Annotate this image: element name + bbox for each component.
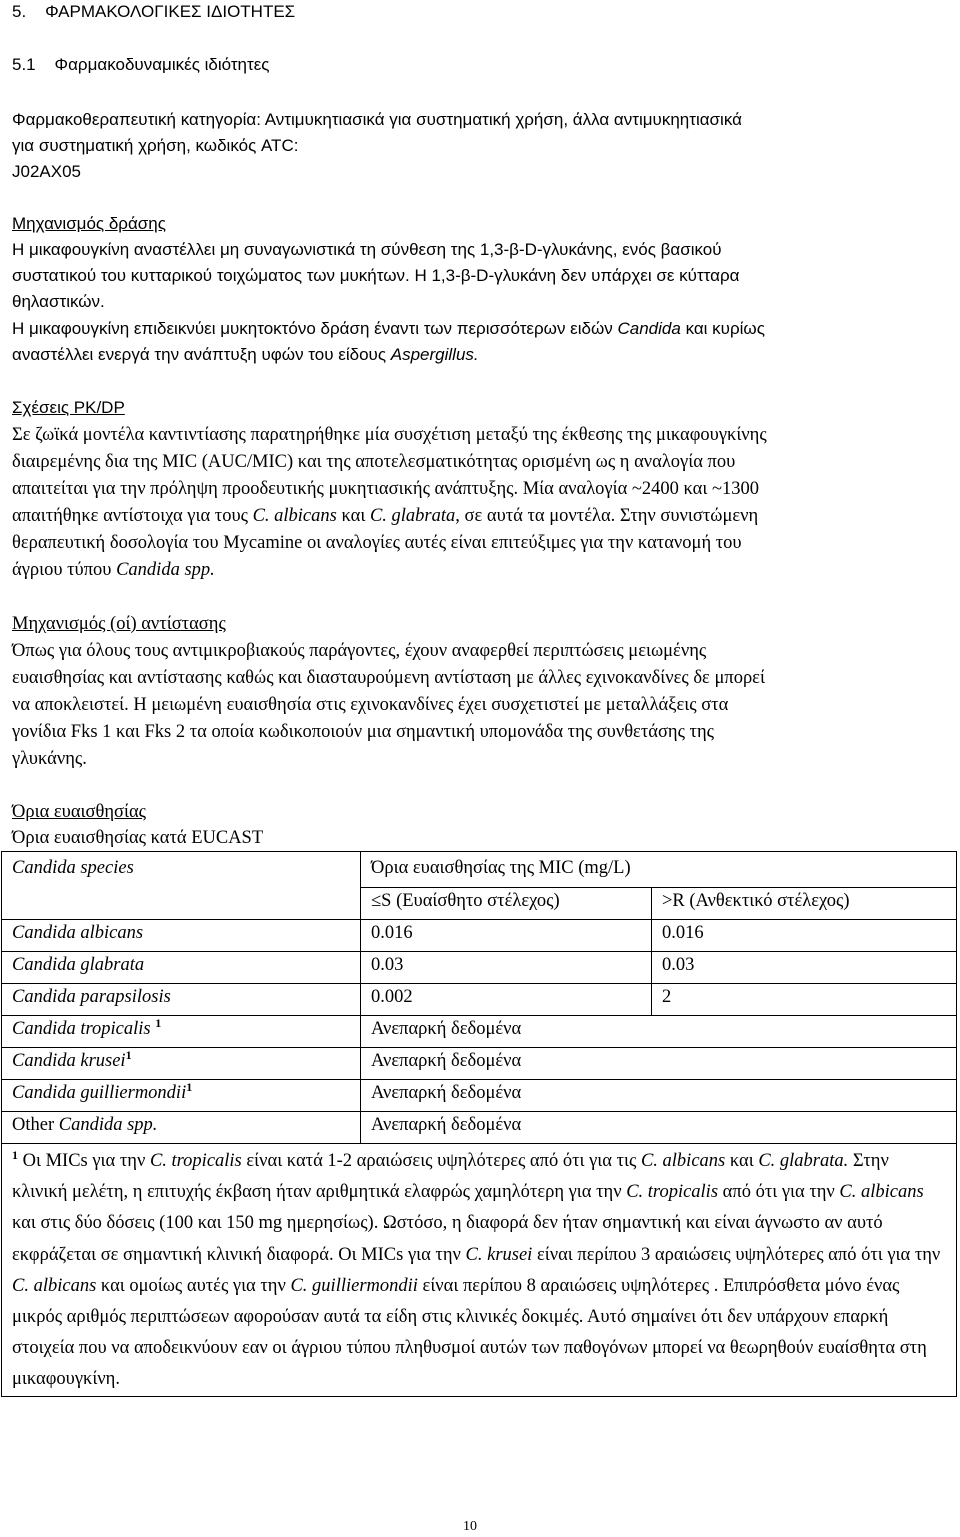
species-name: Candida spp. xyxy=(58,1115,158,1135)
footnote-marker: 1 xyxy=(186,1080,193,1094)
mechanism-line: συστατικού του κυτταρικού τοιχώματος των μυκήτων. Η 1,3-β-D-γλυκάνη δεν υπάρχει σε κύτταρα xyxy=(12,266,740,285)
table-row xyxy=(2,1016,957,1048)
header-s-cell: ≤S (Ευαίσθητο στέλεχος) xyxy=(361,888,652,920)
species-name: Candida parapsilosis xyxy=(12,987,171,1007)
species-name: Candida guilliermondii xyxy=(12,1083,187,1103)
species-name: Candida glabrata xyxy=(12,955,145,975)
s-value: 0.016 xyxy=(361,920,652,952)
r-value: 0.016 xyxy=(652,920,957,952)
table-row xyxy=(2,920,957,952)
resistance-title: Μηχανισμός (οί) αντίστασης xyxy=(12,614,226,634)
species-name: Candida tropicalis xyxy=(12,1019,151,1039)
r-value: 2 xyxy=(652,984,957,1016)
pkpd-line: θεραπευτική δοσολογία του Mycamine οι αναλογίες αυτές είναι επιτεύξιμες για την κατανομή του xyxy=(12,533,742,553)
pkpd-title: Σχέσεις PK/DP xyxy=(12,398,125,417)
resistance-line: ευαισθησίας και αντίστασης καθώς και διασταυρούμενη αντίσταση με άλλες εχινοκανδίνες δε μπορεί xyxy=(12,668,765,688)
pkpd-line: απαιτείται για την πρόληψη προοδευτικής μυκητιασικής ανάπτυξης. Μία αναλογία ~2400 και ~1300 xyxy=(12,479,759,499)
atc-code: J02AX05 xyxy=(12,162,81,181)
resistance-line: γονίδια Fks 1 και Fks 2 τα οποία κωδικοποιούν μια σημαντική υπομονάδα της συνθετάσης της xyxy=(12,722,714,742)
mechanism-line: Η μικαφουγκίνη επιδεικνύει μυκητοκτόνο δράση έναντι των περισσότερων ειδών Candida και κυρίως xyxy=(12,319,765,338)
table-header-row xyxy=(2,852,957,888)
species-name: Candida albicans xyxy=(12,923,144,943)
table-row xyxy=(2,1080,957,1112)
r-value: 0.03 xyxy=(652,952,957,984)
pharmacotherapeutic-line: για συστηματική χρήση, κωδικός ATC: xyxy=(12,136,299,155)
table-row xyxy=(2,1048,957,1080)
insufficient-data: Ανεπαρκή δεδομένα xyxy=(361,1016,957,1048)
resistance-line: Όπως για όλους τους αντιμικροβιακούς παράγοντες, έχουν αναφερθεί περιπτώσεις μειωμένης xyxy=(12,641,707,661)
footnote-marker: 1 xyxy=(155,1016,162,1030)
mechanism-line: θηλαστικών. xyxy=(12,292,105,311)
species-name: Candida krusei xyxy=(12,1051,126,1071)
section-subheading: 5.1 Φαρμακοδυναμικές ιδιότητες xyxy=(12,55,270,74)
s-value: 0.002 xyxy=(361,984,652,1016)
s-value: 0.03 xyxy=(361,952,652,984)
footnote-marker: 1 xyxy=(125,1048,132,1062)
pkpd-line: διαιρεμένης δια της MIC (AUC/MIC) και της αποτελεσματικότητας ορισμένη ως η αναλογία που xyxy=(12,452,736,472)
resistance-line: να αποκλειστεί. Η μειωμένη ευαισθησία στις εχινοκανδίνες έχει συσχετιστεί με μεταλλάξεις στα xyxy=(12,695,729,715)
table-row xyxy=(2,984,957,1016)
header-species-cell: Candida species xyxy=(2,852,361,920)
table-row xyxy=(2,1112,957,1144)
header-r-cell: >R (Ανθεκτικό στέλεχος) xyxy=(652,888,957,920)
breakpoints-title: Όρια ευαισθησίας xyxy=(12,802,146,822)
header-mic-cell: Όρια ευαισθησίας της MIC (mg/L) xyxy=(361,852,957,888)
mechanism-line: αναστέλλει ενεργά την ανάπτυξη υφών του είδους Aspergillus. xyxy=(12,345,479,364)
species-prefix: Other xyxy=(12,1115,55,1135)
mechanism-line: Η μικαφουγκίνη αναστέλλει μη συναγωνιστικά τη σύνθεση της 1,3-β-D-γλυκάνης, ενός βασικού xyxy=(12,240,722,259)
mechanism-title: Μηχανισμός δράσης xyxy=(12,214,166,233)
section-heading: 5. ΦΑΡΜΑΚΟΛΟΓΙΚΕΣ ΙΔΙΟΤΗΤΕΣ xyxy=(12,2,296,21)
insufficient-data: Ανεπαρκή δεδομένα xyxy=(361,1048,957,1080)
pkpd-line: Σε ζωϊκά μοντέλα καντιντίασης παρατηρήθηκε μία συσχέτιση μεταξύ της έκθεσης της μικαφουγκίνης xyxy=(12,425,767,445)
insufficient-data: Ανεπαρκή δεδομένα xyxy=(361,1080,957,1112)
footnote-text: $^1$ Οι MICs για την C. tropicalis είναι κατά 1-2 αραιώσεις υψηλότερες από ότι για τις C. albicans και C. glabrata. Στην κλινική μελέτη, η επιτυχής έκβαση ήταν αριθμητικά ελαφρώς χαμηλότερη για την C. tropicalis από ότι για την C. albicans και στις δύο δόσεις (100 και 150 mg ημερησίως). Ωστόσο, η διαφορά δεν ήταν σημαντική και είναι άγνωστο αν αυτό εκφράζεται σε σημαντική κλινική διαφορά. Οι MICs για την C. krusei είναι περίπου 3 αραιώσεις υψηλότερες από ότι για την C. albicans και ομοίως αυτές για την C. guilliermondii είναι περίπου 8 αραιώσεις υψηλότερες . Επιπρόσθετα μόνο ένας μικρός αριθμός περιπτώσεων αφορούσαν αυτά τα είδη στις κλινικές δοκιμές. Αυτό σημαίνει ότι δεν υπάρχουν επαρκή στοιχεία που να αποδεικνύουν εαν οι άγριου τύπου πληθυσμοί αυτών των παθογόνων μπορεί να θεωρηθούν ευαίσθητα στη μικαφουγκίνη. xyxy=(2,1144,957,1397)
pharmacotherapeutic-line: Φαρμακοθεραπευτική κατηγορία: Αντιμυκητιασικά για συστηματική χρήση, άλλα αντιμυκηητιασικά xyxy=(12,110,742,129)
breakpoints-subtitle: Όρια ευαισθησίας κατά EUCAST xyxy=(12,828,264,848)
resistance-line: γλυκάνης. xyxy=(12,749,87,769)
pkpd-line: απαιτήθηκε αντίστοιχα για τους C. albicans και C. glabrata, σε αυτά τα μοντέλα. Στην συνιστώμενη xyxy=(12,506,759,526)
breakpoints-table xyxy=(1,851,957,1397)
insufficient-data: Ανεπαρκή δεδομένα xyxy=(361,1112,957,1144)
page-number: 10 xyxy=(463,1519,477,1534)
footnote-row xyxy=(2,1144,957,1397)
table-row xyxy=(2,952,957,984)
pkpd-line: άγριου τύπου Candida spp. xyxy=(12,560,215,580)
